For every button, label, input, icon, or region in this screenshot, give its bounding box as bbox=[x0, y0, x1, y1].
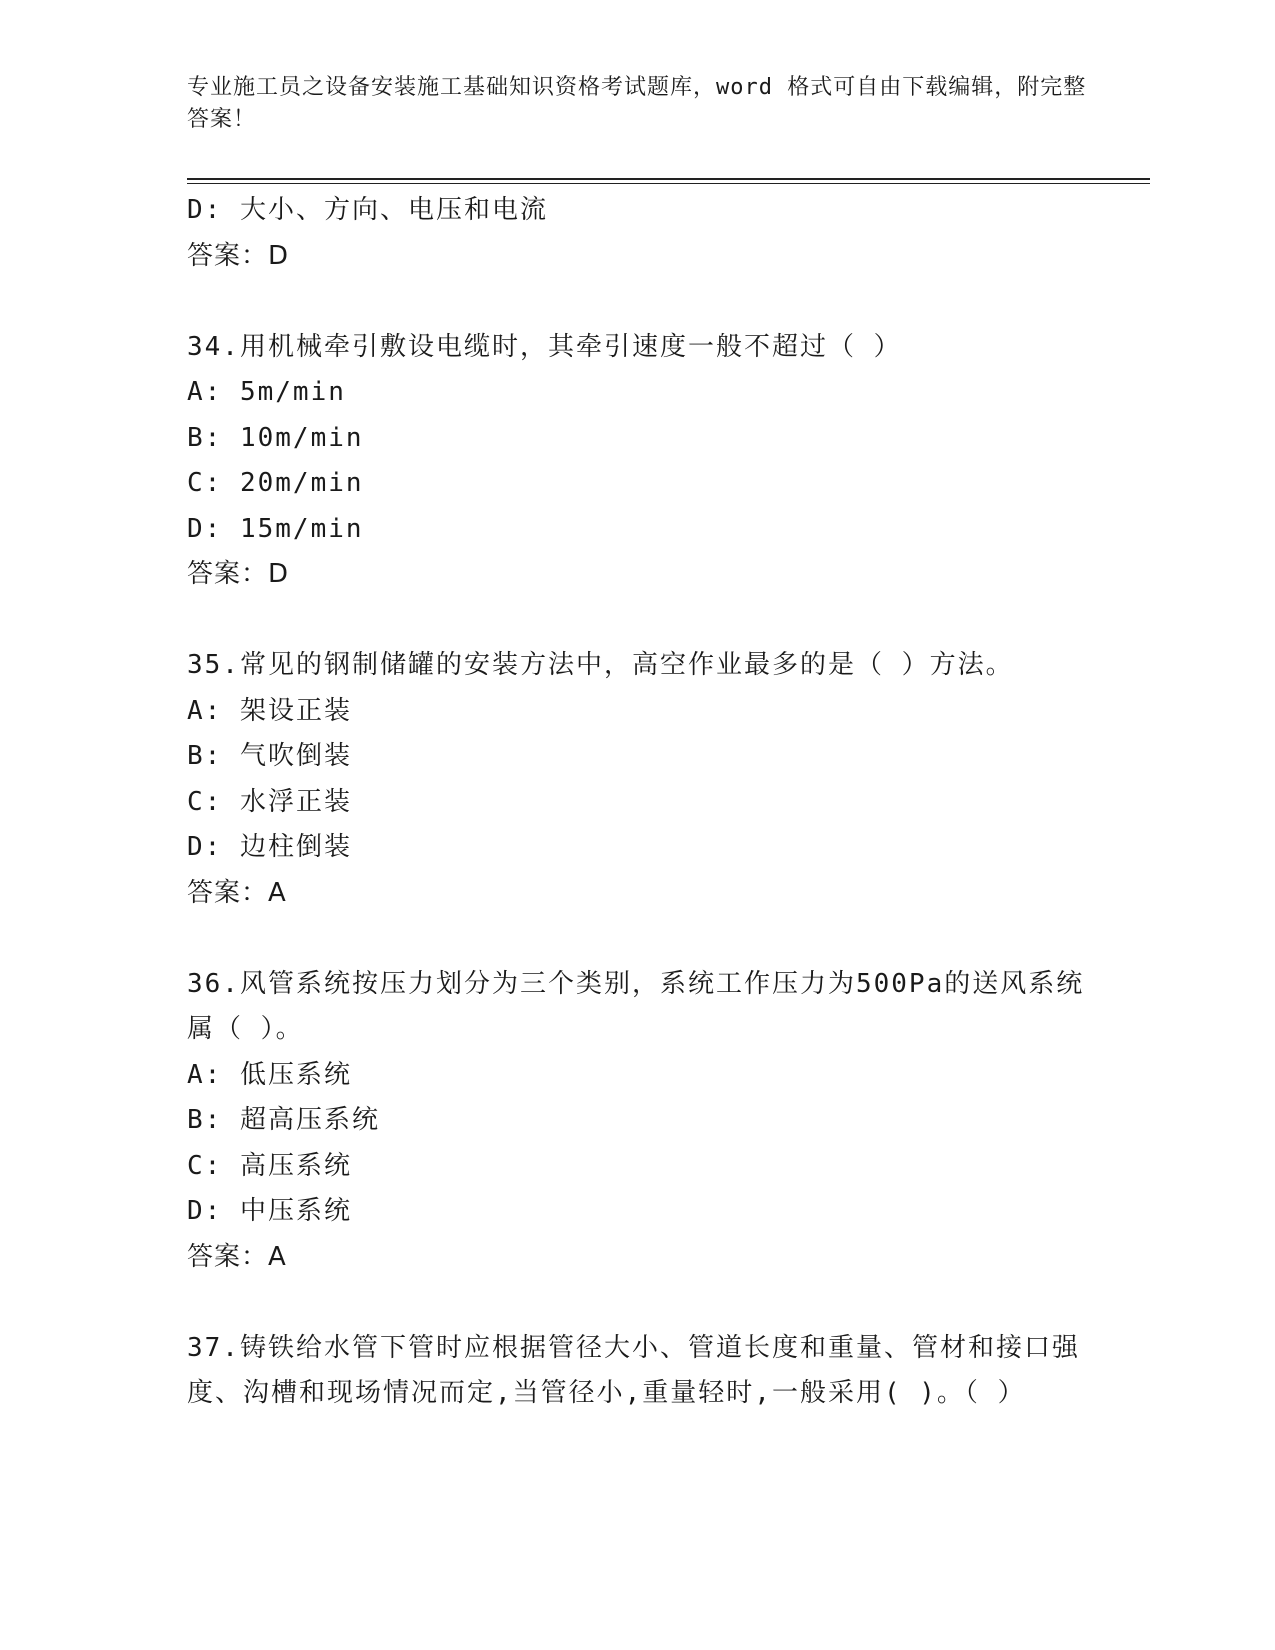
question-stem: 35.常见的钢制储罐的安装方法中，高空作业最多的是（ ）方法。 bbox=[187, 650, 1014, 680]
option-a: A: 5m/min bbox=[187, 377, 346, 407]
spacer bbox=[187, 279, 1087, 325]
question-list bbox=[187, 188, 1087, 1417]
spacer bbox=[187, 916, 1087, 962]
answer: 答案：A bbox=[187, 877, 287, 908]
question-stem: 37.铸铁给水管下管时应根据管径大小、管道长度和重量、管材和接口强度、沟槽和现场情况而定,当管径小,重量轻时,一般采用( )。（ ） bbox=[187, 1332, 1080, 1408]
option-c: C: 高压系统 bbox=[187, 1150, 352, 1181]
option-b: B: 气吹倒装 bbox=[187, 741, 352, 771]
question-stem: 34.用机械牵引敷设电缆时，其牵引速度一般不超过（ ） bbox=[187, 331, 902, 362]
question-36 bbox=[187, 962, 1087, 1281]
question-37 bbox=[187, 1326, 1087, 1417]
option-c: C: 20m/min bbox=[187, 468, 364, 498]
header-divider-thick bbox=[187, 178, 1150, 180]
option-d: D: 边柱倒装 bbox=[187, 832, 352, 862]
option-a: A: 架设正装 bbox=[187, 695, 352, 726]
option-d: D: 中压系统 bbox=[187, 1196, 352, 1226]
answer: 答案：D bbox=[187, 240, 290, 271]
question-34 bbox=[187, 325, 1087, 598]
question-stem: 36.风管系统按压力划分为三个类别，系统工作压力为500Pa的送风系统属（ ）。 bbox=[187, 968, 1085, 1044]
option-a: A: 低压系统 bbox=[187, 1059, 352, 1090]
header-divider-thin bbox=[187, 183, 1150, 184]
answer: 答案：D bbox=[187, 559, 290, 589]
spacer bbox=[187, 1280, 1087, 1326]
option-b: B: 10m/min bbox=[187, 422, 364, 453]
question-35 bbox=[187, 643, 1087, 916]
option-d: D: 15m/min bbox=[187, 513, 364, 544]
option-b: B: 超高压系统 bbox=[187, 1105, 380, 1135]
option-c: C: 水浮正装 bbox=[187, 786, 352, 817]
document-header: 专业施工员之设备安装施工基础知识资格考试题库，word 格式可自由下载编辑，附完整答案！ bbox=[187, 75, 1087, 132]
answer: 答案：A bbox=[187, 1241, 287, 1272]
question-33-continued bbox=[187, 188, 1087, 279]
spacer bbox=[187, 598, 1087, 644]
option-d: D: 大小、方向、电压和电流 bbox=[187, 195, 548, 225]
